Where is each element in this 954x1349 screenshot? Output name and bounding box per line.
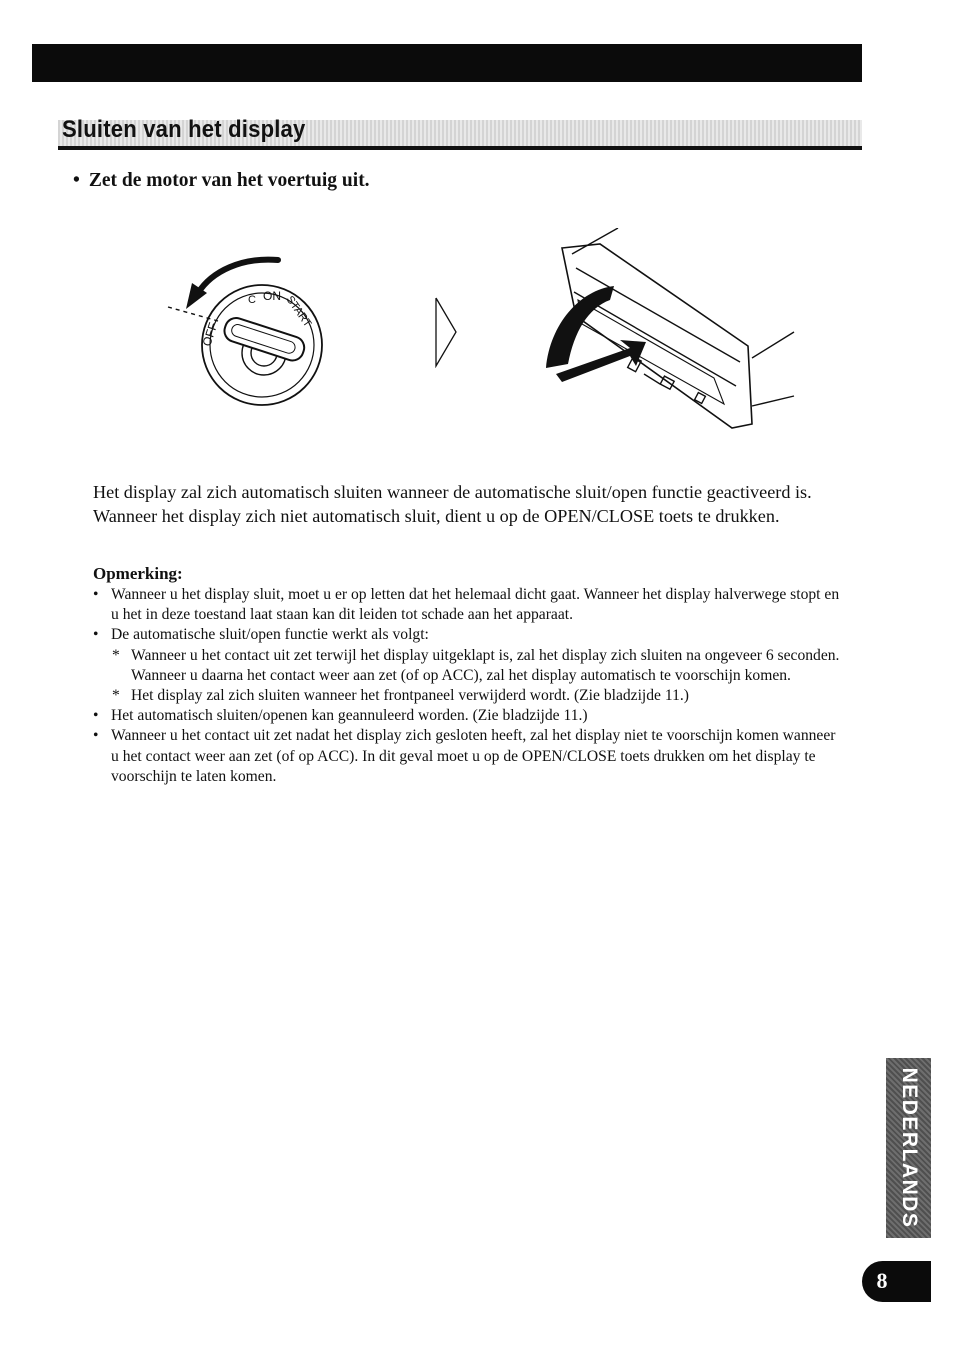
page-number: 8 bbox=[876, 1268, 888, 1293]
sub-list-item: * Het display zal zich sluiten wanneer het frontpaneel verwijderd wordt. (Zie bladzijde 11.) bbox=[112, 687, 689, 705]
list-item: • De automatische sluit/open functie werkt als volgt: * Wanneer u het contact uit zet terwijl het display uitgeklapt is, zal het display zich sluiten na ongeveer 6 seconden. Wanneer u daarna het contact weer aan zet (of op ACC), zal het display automatisch te voorschijn komen. * Het display zal zich sluiten wanneer het frontpaneel verwijderd wordt. (Zie bladzijde 11.) bbox=[93, 625, 843, 706]
ignition-label-on: ON bbox=[263, 289, 281, 303]
heading-rule bbox=[58, 146, 862, 150]
ignition-label-off: OFF bbox=[199, 320, 221, 348]
key-head-icon bbox=[222, 315, 307, 363]
head-unit-illustration bbox=[534, 228, 799, 433]
sub-list bbox=[111, 646, 843, 707]
step-text: Zet de motor van het voertuig uit. bbox=[88, 170, 370, 191]
note-title: Opmerking: bbox=[93, 564, 183, 583]
list-item: • Het automatisch sluiten/openen kan geannuleerd worden. (Zie bladzijde 11.) bbox=[93, 706, 843, 726]
note-list bbox=[93, 585, 843, 787]
ignition-key-illustration bbox=[160, 245, 340, 415]
page-number-tab bbox=[862, 1261, 931, 1302]
body-paragraph: Het display zal zich automatisch sluiten wanneer de automatische sluit/open functie geactiveerd is. Wanneer het display zich niet automatisch sluit, dient u op de OPEN/CLOSE toets te drukken. bbox=[93, 482, 812, 526]
step-instruction bbox=[73, 170, 370, 192]
sequence-arrow-icon bbox=[432, 296, 460, 368]
ignition-label-start: START bbox=[283, 293, 314, 330]
close-arrow-icon bbox=[546, 286, 614, 368]
language-tab bbox=[886, 1058, 931, 1238]
step-bullet: • bbox=[73, 170, 80, 191]
list-item: • Wanneer u het contact uit zet nadat het display zich gesloten heeft, zal het display niet te voorschijn komen wanneer u het contact weer aan zet (of op ACC). In dit geval moet u op de OPEN/CLOSE toets drukken om het display te voorschijn te laten komen. bbox=[93, 726, 843, 787]
language-label: NEDERLANDS bbox=[897, 1067, 921, 1229]
header-bar bbox=[32, 44, 862, 82]
list-item: • Wanneer u het display sluit, moet u er op letten dat het helemaal dicht gaat. Wanneer het display halverwege stopt en u het in deze toestand laat staan kan dit leiden tot schade aan het apparaat. bbox=[93, 585, 843, 625]
rotate-arrow-icon bbox=[198, 260, 278, 293]
sub-list-item: * Wanneer u het contact uit zet terwijl het display uitgeklapt is, zal het display zich sluiten na ongeveer 6 seconden. Wanneer u daarna het contact weer aan zet (of op ACC), zal het display automatisch te voorschijn komen. bbox=[112, 646, 840, 684]
section-heading bbox=[58, 114, 862, 150]
ignition-label-acc: C bbox=[248, 294, 256, 306]
section-title: Sluiten van het display bbox=[62, 116, 306, 143]
